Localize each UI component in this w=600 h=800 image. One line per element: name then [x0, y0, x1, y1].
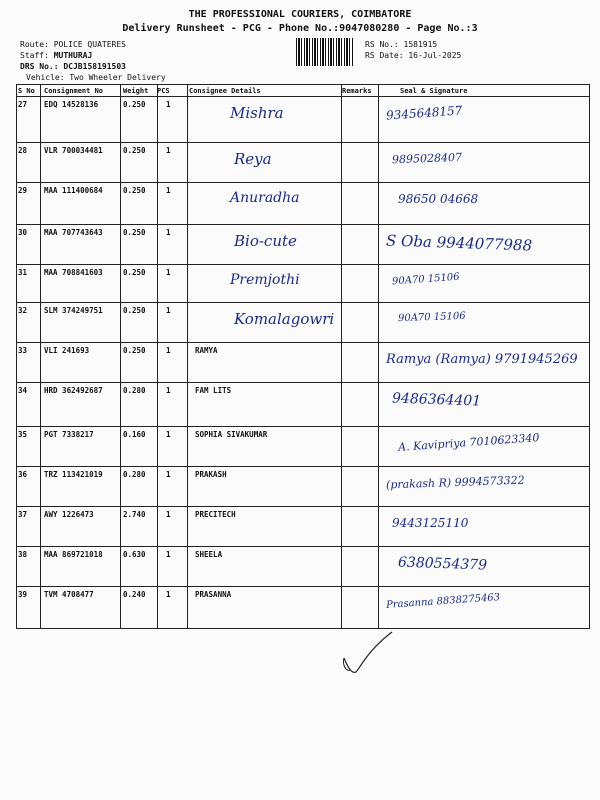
handwritten-consignee: Komalagowri [234, 310, 335, 328]
consignment-number: HRD 362492687 [44, 386, 103, 395]
table-column-divider [187, 84, 188, 629]
column-header: Remarks [342, 87, 372, 95]
barcode [296, 38, 354, 66]
handwritten-consignee: Reya [234, 150, 272, 168]
rs-number: RS No.: 1581915 [365, 40, 438, 49]
consignment-number: MAA 869721018 [44, 550, 103, 559]
serial-number: 34 [18, 386, 28, 395]
column-header: PCS [157, 87, 170, 95]
table-row-divider [16, 426, 590, 427]
table-column-divider [40, 84, 41, 629]
weight-value: 0.160 [123, 430, 146, 439]
drs-number: DCJB158191503 [63, 62, 126, 71]
column-header: Weight [123, 87, 149, 95]
serial-number: 33 [18, 346, 28, 355]
signature: 9345648157 [385, 103, 463, 123]
signature: 6380554379 [397, 554, 488, 574]
staff-name: MUTHURAJ [53, 51, 93, 60]
pieces-count: 1 [166, 146, 171, 155]
serial-number: 32 [18, 306, 28, 315]
signature: A. Kavipriya 7010623340 [397, 431, 540, 454]
serial-number: 38 [18, 550, 28, 559]
serial-number: 36 [18, 470, 28, 479]
table-row-divider [16, 96, 590, 97]
handwritten-consignee: Mishra [230, 104, 284, 122]
table-column-divider [378, 84, 379, 629]
weight-value: 0.250 [123, 306, 146, 315]
column-header: S No [18, 87, 35, 95]
weight-value: 0.250 [123, 228, 146, 237]
pieces-count: 1 [166, 430, 171, 439]
route-text: Route: POLICE QUATERES [20, 40, 126, 49]
weight-value: 0.250 [123, 268, 146, 277]
pieces-count: 1 [166, 590, 171, 599]
consignment-number: TVM 4708477 [44, 590, 94, 599]
runsheet-subtitle: Delivery Runsheet - PCG - Phone No.:9047080280 - Page No.:3 [122, 23, 478, 34]
pieces-count: 1 [166, 306, 171, 315]
consignment-number: SLM 374249751 [44, 306, 103, 315]
serial-number: 39 [18, 590, 28, 599]
signature: S Oba 9944077988 [385, 231, 533, 255]
handwritten-consignee: Premjothi [230, 272, 300, 288]
consignment-number: MAA 707743643 [44, 228, 103, 237]
pieces-count: 1 [166, 268, 171, 277]
pieces-count: 1 [166, 550, 171, 559]
drs-label: DRS No.: [20, 62, 59, 71]
column-header: Consignee Details [189, 87, 261, 95]
weight-value: 2.740 [123, 510, 146, 519]
weight-value: 0.280 [123, 386, 146, 395]
table-column-divider [157, 84, 158, 629]
table-row-divider [16, 466, 590, 467]
vehicle-text: Vehicle: Two Wheeler Delivery [26, 73, 166, 82]
serial-number: 28 [18, 146, 28, 155]
table-row-divider [16, 382, 590, 383]
consignee-name: PRECITECH [195, 510, 236, 519]
table-row-divider [16, 142, 590, 143]
pieces-count: 1 [166, 386, 171, 395]
handwritten-consignee: Anuradha [230, 190, 300, 206]
pieces-count: 1 [166, 186, 171, 195]
consignee-name: SHEELA [195, 550, 223, 559]
pieces-count: 1 [166, 470, 171, 479]
signature: 9443125110 [392, 516, 469, 530]
serial-number: 35 [18, 430, 28, 439]
table-row-divider [16, 586, 590, 587]
check-mark-icon [338, 628, 398, 678]
signature: Ramya (Ramya) 9791945269 [386, 352, 578, 367]
serial-number: 31 [18, 268, 28, 277]
weight-value: 0.240 [123, 590, 146, 599]
consignment-number: EDQ 14528136 [44, 100, 99, 109]
signature: 90A70 15106 [397, 310, 466, 325]
consignment-number: MAA 708841603 [44, 268, 103, 277]
signature: (prakash R) 9994573322 [385, 473, 525, 492]
table-row-divider [16, 342, 590, 343]
signature: 9486364401 [391, 390, 482, 410]
serial-number: 27 [18, 100, 28, 109]
weight-value: 0.250 [123, 346, 146, 355]
signature: 98650 04668 [398, 192, 479, 206]
pieces-count: 1 [166, 346, 171, 355]
signature: 9895028407 [391, 150, 463, 167]
serial-number: 37 [18, 510, 28, 519]
weight-value: 0.250 [123, 146, 146, 155]
table-row-divider [16, 506, 590, 507]
rs-date: RS Date: 16-Jul-2025 [365, 51, 462, 60]
consignment-number: MAA 111400684 [44, 186, 103, 195]
table-row-divider [16, 628, 590, 629]
consignment-number: TRZ 113421019 [44, 470, 103, 479]
consignment-number: PGT 7338217 [44, 430, 94, 439]
consignee-name: RAMYA [195, 346, 218, 355]
handwritten-consignee: Bio-cute [234, 232, 297, 250]
table-row-divider [16, 224, 590, 225]
table-row-divider [16, 264, 590, 265]
table-column-divider [16, 84, 17, 629]
weight-value: 0.250 [123, 100, 146, 109]
table-row-divider [16, 84, 590, 85]
column-header: Seal & Signature [400, 87, 468, 95]
table-column-divider [120, 84, 121, 629]
consignment-number: AWY 1226473 [44, 510, 94, 519]
staff-line [20, 51, 92, 60]
weight-value: 0.630 [123, 550, 146, 559]
consignee-name: PRASANNA [195, 590, 232, 599]
table-row-divider [16, 182, 590, 183]
consignment-number: VLI 241693 [44, 346, 90, 355]
table-row-divider [16, 546, 590, 547]
table-row-divider [16, 302, 590, 303]
staff-label: Staff: [20, 51, 49, 60]
weight-value: 0.250 [123, 186, 146, 195]
pieces-count: 1 [166, 510, 171, 519]
serial-number: 29 [18, 186, 28, 195]
signature: 90A70 15106 [391, 271, 460, 288]
weight-value: 0.280 [123, 470, 146, 479]
table-column-divider [341, 84, 342, 629]
table-column-divider [589, 84, 590, 629]
serial-number: 30 [18, 228, 28, 237]
consignee-name: SOPHIA SIVAKUMAR [195, 430, 268, 439]
signature: Prasanna 8838275463 [385, 592, 501, 611]
consignment-number: VLR 700034481 [44, 146, 103, 155]
consignee-name: FAM LITS [195, 386, 232, 395]
pieces-count: 1 [166, 100, 171, 109]
consignee-name: PRAKASH [195, 470, 227, 479]
column-header: Consignment No [44, 87, 104, 95]
drs-line [20, 62, 126, 71]
pieces-count: 1 [166, 228, 171, 237]
company-title: THE PROFESSIONAL COURIERS, COIMBATORE [188, 9, 412, 20]
